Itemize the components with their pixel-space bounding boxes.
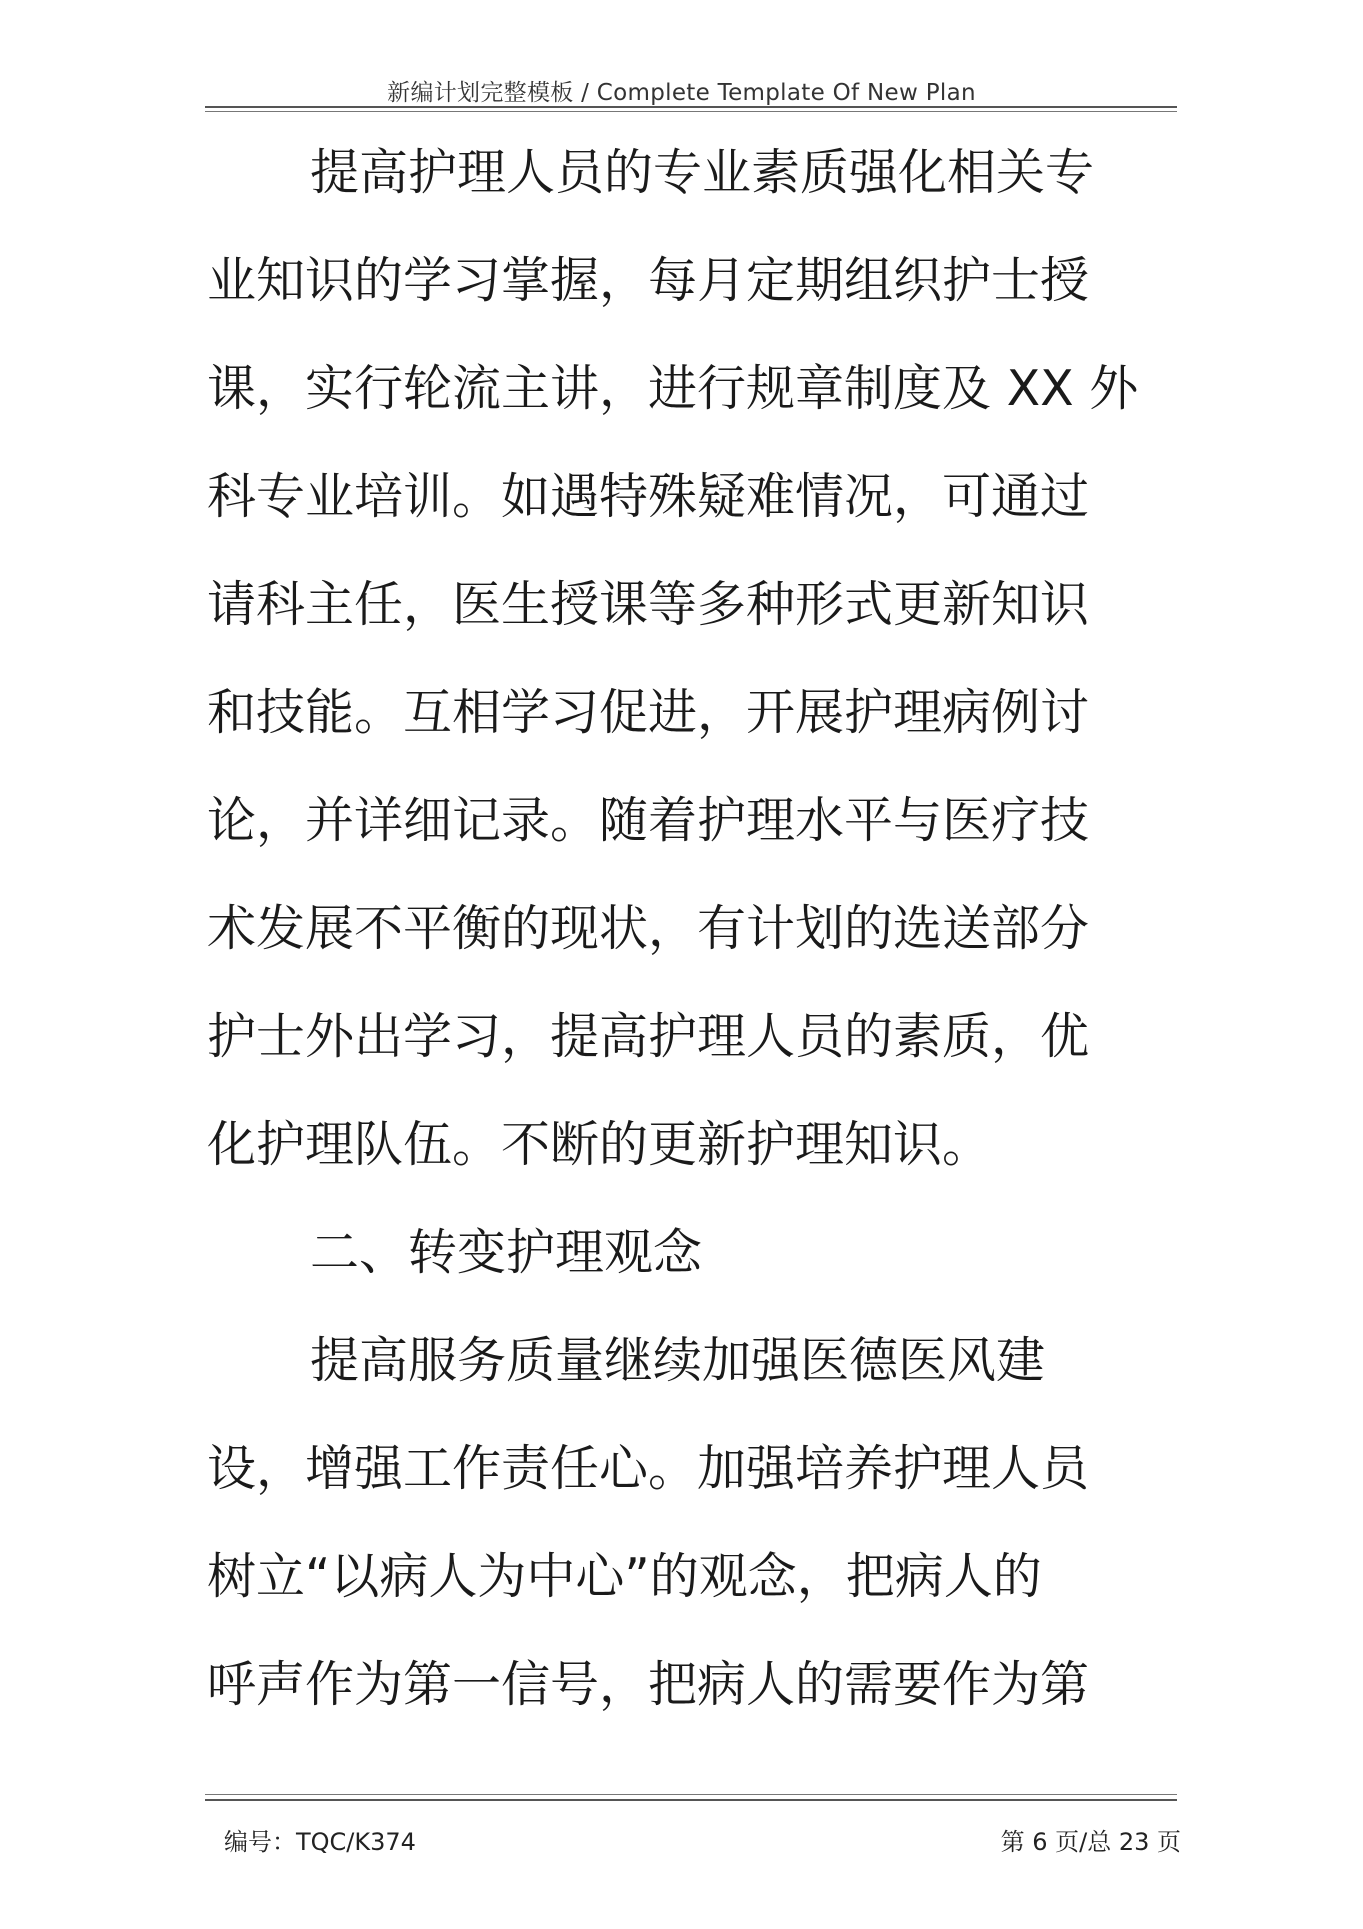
footer-rule — [205, 1799, 1177, 1801]
text-line: 请科主任，医生授课等多种形式更新知识 — [207, 576, 1090, 633]
header-title: 新编计划完整模板 / Complete Template Of New Plan — [387, 80, 976, 106]
text-line: 和技能。互相学习促进，开展护理病例讨 — [207, 684, 1090, 741]
footer-rule-thin — [205, 1794, 1177, 1795]
document-number: 编号：TQC/K374 — [224, 1828, 416, 1856]
text-line: 呼声作为第一信号，把病人的需要作为第 — [207, 1656, 1090, 1713]
text-line: 提高护理人员的专业素质强化相关专 — [310, 144, 1095, 201]
text-line: 化护理队伍。不断的更新护理知识。 — [207, 1116, 992, 1173]
header-rule — [205, 106, 1177, 108]
page-footer — [0, 1822, 1363, 1862]
text-line: 论，并详细记录。随着护理水平与医疗技 — [207, 792, 1090, 849]
section-heading: 二、转变护理观念 — [310, 1224, 703, 1281]
text-line: 护士外出学习，提高护理人员的素质，优 — [207, 1008, 1090, 1065]
text-line: 提高服务质量继续加强医德医风建 — [310, 1332, 1046, 1389]
text-line: 课，实行轮流主讲，进行规章制度及 XX 外 — [207, 360, 1139, 417]
text-line: 科专业培训。如遇特殊疑难情况，可通过 — [207, 468, 1090, 525]
text-line: 设，增强工作责任心。加强培养护理人员 — [207, 1440, 1090, 1497]
text-line: 业知识的学习掌握，每月定期组织护士授 — [207, 252, 1090, 309]
page-number: 第 6 页/总 23 页 — [1000, 1828, 1181, 1856]
text-line: 树立“以病人为中心”的观念，把病人的 — [207, 1548, 1042, 1605]
body-text — [207, 128, 1175, 1748]
text-line: 术发展不平衡的现状，有计划的选送部分 — [207, 900, 1090, 957]
header-rule-thin — [205, 111, 1177, 112]
